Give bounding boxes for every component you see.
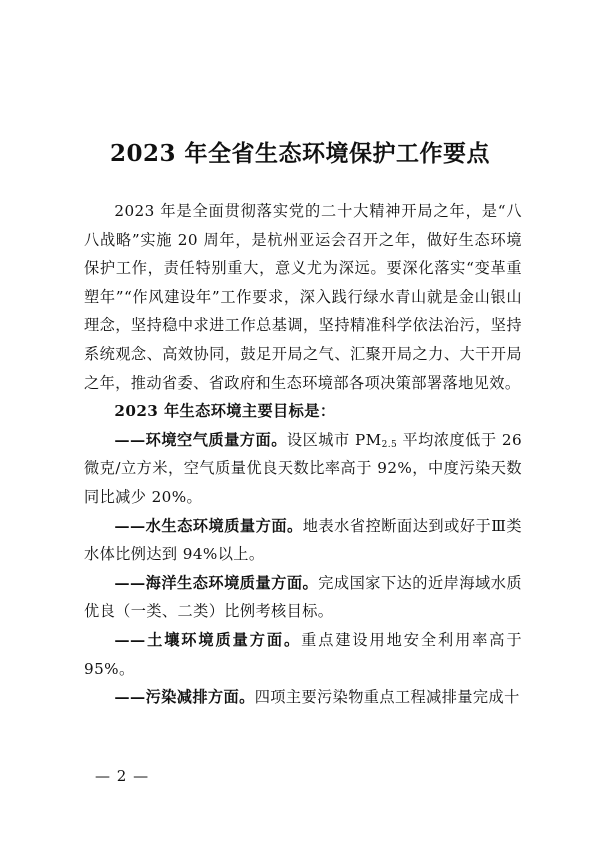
document-body [84, 197, 522, 712]
goal-water-quality [84, 512, 522, 569]
goal-text: 平均浓度低于 26 微克/立方米，空气质量优良天数比率高于 92%，中度污染天数同比减少 20%。 [84, 430, 523, 506]
goal-heading: ——土壤环境质量方面。 [114, 630, 302, 649]
intro-paragraph: 2023 年是全面贯彻落实党的二十大精神开局之年，是“八八战略”实施 20 周年，是杭州亚运会召开之年，做好生态环境保护工作，责任特别重大，意义尤为深远。要深化落实“变革重塑年”“作风建设年”工作要求，深入践行绿水青山就是金山银山理念，坚持稳中求进工作总基调，坚持精准科学依法治污，坚持系统观念、高效协同，鼓足开局之气、汇聚开局之力、大干开局之年，推动省委、省政府和生态环境部各项决策部署落地见效。 [84, 202, 522, 392]
goal-text: 重点建设用地安全利用率高于 95%。 [84, 630, 523, 678]
goal-heading: ——污染减排方面。 [114, 688, 255, 707]
goal-heading: ——环境空气质量方面。 [114, 430, 287, 449]
goal-text: 地表水省控断面达到或好于Ⅲ类水体比例达到 94%以上。 [84, 516, 522, 564]
goal-emission-reduction [84, 683, 522, 712]
goal-soil-quality [84, 626, 522, 683]
page-number: — 2 — [95, 767, 150, 785]
goal-heading: ——海洋生态环境质量方面。 [114, 573, 319, 592]
goal-air-quality [84, 426, 522, 512]
document-title: 2023 年全省生态环境保护工作要点 [109, 140, 491, 167]
goal-text: 完成国家下达的近岸海域水质优良（一类、二类）比例考核目标。 [84, 573, 523, 621]
goal-text: 四项主要污染物重点工程减排量完成十 [254, 688, 520, 707]
goal-heading: ——水生态环境质量方面。 [114, 516, 303, 535]
goal-text: 设区城市 PM [286, 430, 382, 449]
goals-heading: 2023 年生态环境主要目标是： [114, 402, 336, 421]
goal-marine-quality [84, 569, 522, 626]
pm-subscript: 2.5 [381, 439, 398, 450]
